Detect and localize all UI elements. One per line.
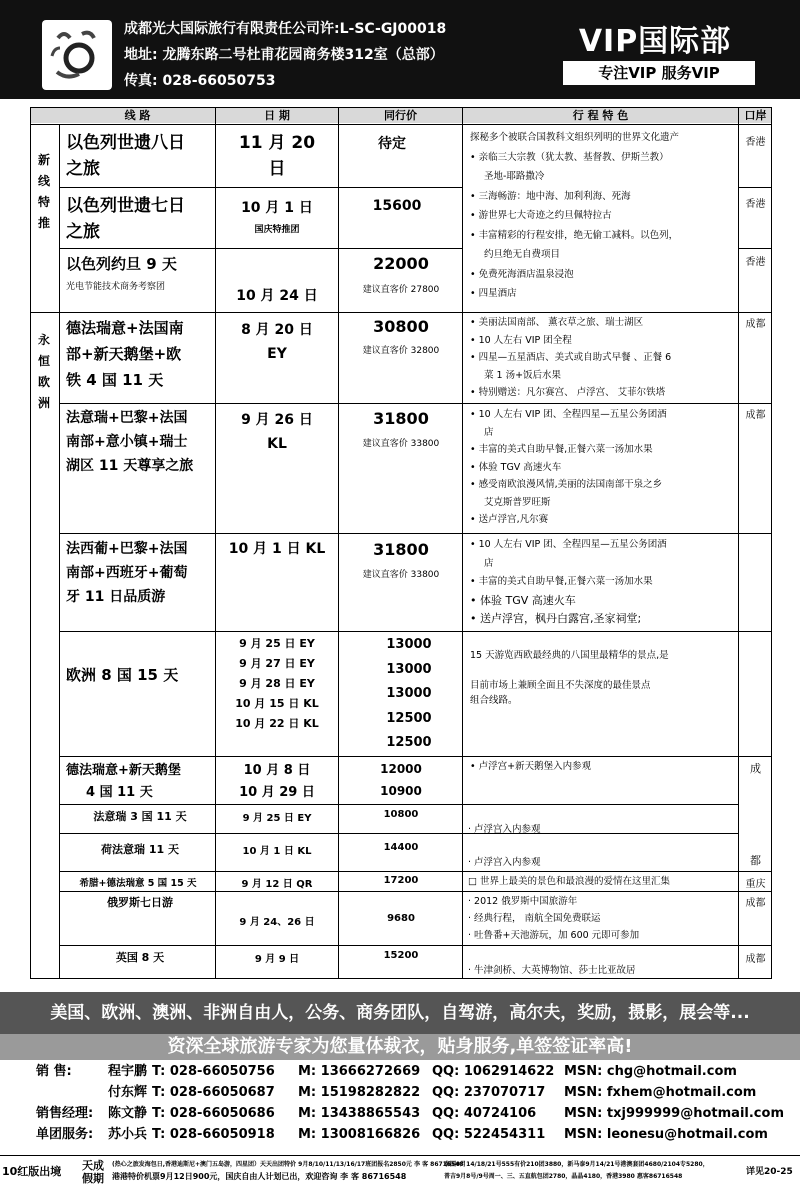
footer-edition: 10红版出境 [2, 1165, 62, 1178]
row-divider [59, 804, 739, 805]
dept-title: VIP国际部 [578, 24, 732, 59]
row-divider [738, 248, 772, 249]
route-r13: 英国 8 天 [115, 951, 165, 964]
company-logo [42, 20, 112, 90]
footer-line4: 普吉9月8号/9号周一、三、五直航包团2780，晶晶4180，香港3980 惠客86716548 [444, 1173, 683, 1180]
route-europe-4c-11d: 德法瑞意+新天鹅堡 4 国 11 天 [66, 763, 181, 800]
price-r5: 31800 [373, 409, 429, 428]
row-divider [738, 187, 772, 188]
price-r2: 15600 [372, 198, 422, 214]
features-israel: 探秘多个被联合国教科文组织列明的世界文化遗产 • 亲临三大宗教（犹太教、基督教、伊斯兰教） 圣地-耶路撒冷 • 三海畅游：地中海、加利利海、死海 • 游世界七大奇迹之约旦佩特拉古 • 丰富精彩的行程安排，绝无偷工减料。以色列， 约旦绝无自费项目 • 免费死海酒店温泉浸泡 • 四星酒店 [470, 132, 680, 299]
route-sub-r3: 光电节能技术商务考察团 [66, 282, 166, 292]
price-r9: 10800 [383, 809, 419, 820]
col-divider [59, 124, 60, 979]
port-r13: 成都 [745, 954, 766, 965]
features-r11: □ 世界上最美的景色和最浪漫的爱情在这里汇集 [468, 876, 670, 887]
contact-row [36, 1062, 796, 1082]
date-r5: 9 月 26 日 KL [241, 412, 313, 452]
price-note-r6: 建议直客价 33800 [362, 570, 440, 580]
footer-strip [0, 1155, 800, 1184]
row-divider [59, 248, 463, 249]
port-r3: 香港 [745, 257, 766, 268]
services-banner: 美国、欧洲、澳洲、非洲自由人，公务、商务团队，自驾游，高尔夫，奖励，摄影，展会等... [0, 992, 800, 1034]
category-europe: 永 恒 欧 洲 [37, 333, 50, 410]
features-r9: · 卢浮宫入内参观 [468, 824, 541, 835]
prices-r7: 13000 13000 13000 12500 12500 [386, 637, 432, 750]
price-note-r5: 建议直客价 33800 [362, 439, 440, 449]
price-r4: 30800 [373, 317, 429, 336]
footer-line1: (热心之旅发海包日,香港迪斯尼+澳门五岛游，四星团）天天出团特价 9月8/10/11/13/16/17班团报名2850元 李 客 86716548 [112, 1161, 464, 1168]
date-r11: 9 月 12 日 QR [241, 879, 313, 890]
route-france-italy-swiss: 法意瑞+巴黎+法国 南部+意小镇+瑞士 湖区 11 天尊享之旅 [66, 410, 194, 474]
contact-mobile: M: 13666272669 [298, 1064, 421, 1079]
date-r3: 10 月 24 日 [236, 288, 318, 304]
contact-role: 销售经理: [36, 1106, 94, 1121]
price-r12: 9680 [387, 913, 415, 924]
contact-qq: QQ: 237070717 [432, 1085, 546, 1100]
contact-tel: T: 028-66050687 [152, 1085, 275, 1100]
row-divider [59, 403, 772, 404]
tagline-banner: 资深全球旅游专家为您量体裁衣，贴身服务,单签签证率高! [0, 1034, 800, 1060]
date-r4: 8 月 20 日 EY [241, 322, 313, 362]
date-r9: 9 月 25 日 EY [242, 813, 312, 824]
features-r8: • 卢浮宫+新天鹅堡入内参观 [470, 761, 592, 772]
header-date: 日 期 [264, 109, 290, 122]
route-israel-7d: 以色列世遗七日 之旅 [66, 196, 185, 242]
footer-line2: 港港特价机票9月12日900元，国庆自由人计划已出，欢迎咨询 李 客 86716548 [112, 1172, 407, 1181]
date-r13: 9 月 9 日 [254, 954, 300, 965]
contact-row [36, 1125, 796, 1145]
port-r8-a: 成 [750, 762, 761, 775]
row-divider [59, 756, 772, 757]
date-r2: 10 月 1 日 [241, 200, 313, 216]
price-r1: 待定 [378, 136, 406, 152]
row-divider [59, 187, 463, 188]
price-r3: 22000 [373, 254, 429, 273]
route-france-spain-portugal: 法西葡+巴黎+法国 南部+西班牙+葡萄 牙 11 日品质游 [66, 541, 188, 605]
prices-r8: 12000 10900 [380, 762, 422, 798]
port-r11: 重庆 [745, 879, 766, 890]
category-new-lines: 新 线 特 推 [37, 153, 50, 230]
port-r8-b: 都 [750, 854, 761, 867]
route-europe-8c: 欧洲 8 国 15 天 [66, 666, 179, 684]
price-r10: 14400 [383, 842, 419, 853]
contact-name: 付东辉 [108, 1085, 148, 1100]
date-r6: 10 月 1 日 KL [228, 541, 326, 557]
contact-name: 程宇鹏 [108, 1064, 148, 1079]
route-r10: 荷法意瑞 11 天 [101, 843, 179, 856]
dates-r7: 9 月 25 日 EY 9 月 27 日 EY 9 月 28 日 EY 10 月 15 日 KL 10 月 22 日 KL [235, 637, 319, 730]
contact-qq: QQ: 522454311 [432, 1127, 546, 1142]
header-route: 线 路 [124, 109, 151, 122]
col-divider [738, 107, 739, 979]
footer-page-ref: 详见20-25 [746, 1167, 793, 1177]
route-israel-jordan: 以色列约旦 9 天 [66, 255, 177, 273]
route-europe-4c: 德法瑞意+法国南 部+新天鹅堡+欧 铁 4 国 11 天 [66, 319, 184, 389]
contact-msn: MSN: chg@hotmail.com [564, 1064, 737, 1079]
header-features: 行 程 特 色 [572, 109, 629, 122]
company-address: 地址: 龙腾东路二号杜甫花园商务楼312室（总部） [124, 47, 444, 63]
contact-tel: T: 028-66050686 [152, 1106, 275, 1121]
route-r11: 希腊+德法瑞意 5 国 15 天 [79, 878, 197, 889]
contact-tel: T: 028-66050756 [152, 1064, 275, 1079]
date-note-r2: 国庆特推团 [254, 225, 300, 235]
features-r7: 15 天游览西欧最经典的八国里最精华的景点,是 目前市场上兼顾全面且不失深度的最佳景点 组合线路。 [470, 650, 669, 706]
row-divider [59, 871, 772, 872]
features-r12: · 2012 俄罗斯中国旅游年 · 经典行程， 南航全国免费联运 · 吐鲁番+天池游玩，加 600 元即可参加 [468, 896, 640, 941]
contact-row [36, 1104, 796, 1124]
contact-role: 销 售: [36, 1064, 72, 1079]
route-israel-8d: 以色列世遗八日 之旅 [66, 133, 185, 179]
footer-line3: 泰国9月14/18/21号555有价210团3880，新马泰9月14/21号港澳套团4680/2104专5280， [444, 1161, 709, 1168]
row-divider [30, 312, 772, 313]
price-note-r3: 建议直客价 27800 [362, 285, 440, 295]
logo-icon [42, 20, 112, 90]
row-divider [59, 891, 772, 892]
features-r6: • 10 人左右 VIP 团、全程四星—五星公务团酒 店 • 丰富的美式自助早餐,正餐六菜一汤加水果 • 体验 TGV 高速火车 • 送卢浮宫，枫丹白露宫,圣家祠堂; [470, 539, 667, 625]
port-r4: 成都 [745, 319, 766, 330]
features-r13: · 牛津剑桥、大英博物馆、莎士比亚故居 [468, 965, 636, 976]
row-divider [59, 533, 772, 534]
contact-msn: MSN: txj999999@hotmail.com [564, 1106, 784, 1121]
features-r4: • 美丽法国南部、 薰衣草之旅、瑞士湖区 • 10 人左右 VIP 团全程 • 四星—五星酒店、美式或自助式早餐 、正餐 6 菜 1 汤+饭后水果 • 特别赠送：凡尔赛宫、 卢浮宫、 艾菲尔铁塔 [470, 317, 672, 398]
contact-name: 苏小兵 [108, 1127, 148, 1142]
contact-msn: MSN: fxhem@hotmail.com [564, 1085, 757, 1100]
contact-tel: T: 028-66050918 [152, 1127, 275, 1142]
header-price: 同行价 [384, 109, 417, 122]
row-divider [59, 945, 772, 946]
company-name: 成都光大国际旅行有限责任公司许:L-SC-GJ00018 [124, 21, 447, 37]
route-r12: 俄罗斯七日游 [107, 896, 173, 909]
contact-msn: MSN: leonesu@hotmail.com [564, 1127, 768, 1142]
header-port: 口岸 [744, 109, 767, 122]
price-r13: 15200 [383, 950, 419, 961]
date-r1: 11 月 20 日 [238, 133, 316, 179]
footer-brand2: 假期 [82, 1172, 104, 1185]
footer-brand1: 天成 [82, 1159, 104, 1172]
row-divider [30, 124, 772, 125]
price-r6: 31800 [373, 540, 429, 559]
dept-slogan: 专注VIP 服务VIP [563, 61, 755, 85]
price-note-r4: 建议直客价 32800 [362, 346, 440, 356]
port-r12: 成都 [745, 898, 766, 909]
row-divider [59, 631, 772, 632]
dates-r8: 10 月 8 日 10 月 29 日 [239, 763, 315, 800]
date-r12: 9 月 24、26 日 [239, 917, 315, 928]
features-r10: · 卢浮宫入内参观 [468, 857, 541, 868]
route-r9: 法意瑞 3 国 11 天 [93, 810, 187, 823]
contact-mobile: M: 13008166826 [298, 1127, 421, 1142]
contact-role: 单团服务: [36, 1127, 94, 1142]
contact-name: 陈文静 [108, 1106, 148, 1121]
contact-mobile: M: 15198282822 [298, 1085, 421, 1100]
features-r5: • 10 人左右 VIP 团、全程四星—五星公务团酒 店 • 丰富的美式自助早餐,正餐六菜一汤加水果 • 体验 TGV 高速火车 • 感受南欧浪漫风情,美丽的法国南部干泉之乡 艾克斯普罗旺斯 • 送卢浮宫,凡尔赛 [470, 409, 667, 525]
contact-qq: QQ: 1062914622 [432, 1064, 555, 1079]
contact-mobile: M: 13438865543 [298, 1106, 421, 1121]
price-r11: 17200 [383, 875, 419, 886]
port-r5: 成都 [745, 410, 766, 421]
port-r1: 香港 [745, 137, 766, 148]
contact-row [36, 1083, 796, 1103]
date-r10: 10 月 1 日 KL [242, 846, 312, 857]
contact-qq: QQ: 40724106 [432, 1106, 537, 1121]
company-fax: 传真: 028-66050753 [124, 73, 276, 89]
port-r2: 香港 [745, 199, 766, 210]
